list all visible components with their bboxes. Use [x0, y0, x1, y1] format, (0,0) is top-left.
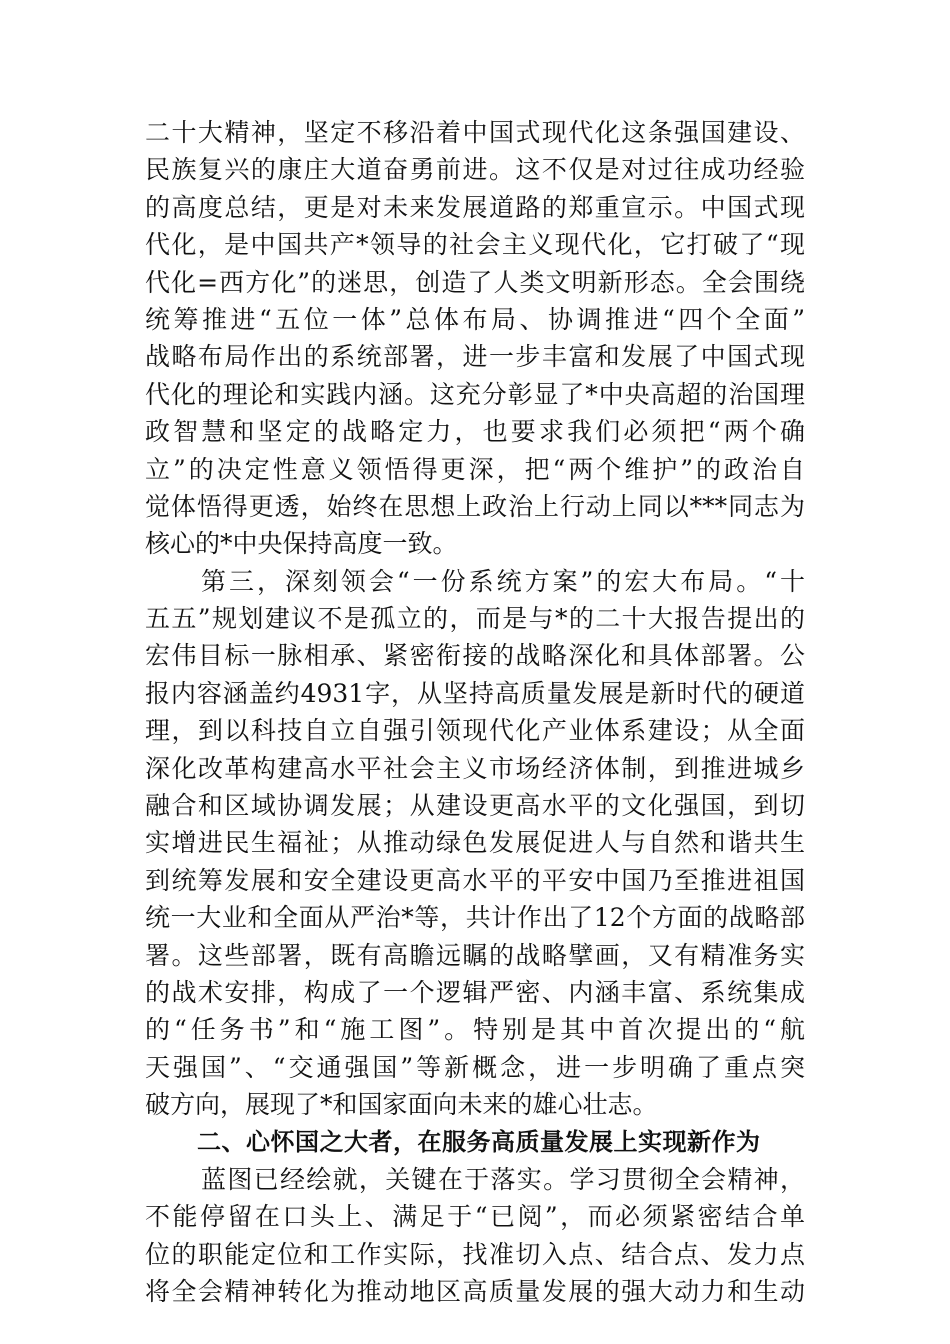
text-line: 二十大精神，坚定不移沿着中国式现代化这条强国建设、	[145, 118, 805, 147]
text-line: 署。这些部署，既有高瞻远瞩的战略擘画，又有精准务实	[145, 940, 805, 970]
text-line: 统筹推进“五位一体”总体布局、协调推进“四个全面”	[145, 304, 805, 334]
text-line: 位的职能定位和工作实际，找准切入点、结合点、发力点	[145, 1239, 805, 1269]
text-line: 立”的决定性意义领悟得更深，把“两个维护”的政治自	[145, 454, 805, 484]
paragraph-first-line: 蓝图已经绘就，关键在于落实。学习贯彻全会精神，	[201, 1164, 805, 1194]
text-line: 代化=西方化”的迷思，创造了人类文明新形态。全会围绕	[145, 267, 805, 297]
text-line: 核心的*中央保持高度一致。	[145, 529, 458, 559]
text-line: 理，到以科技自立自强引领现代化产业体系建设；从全面	[145, 716, 805, 746]
text-line: 战略布局作出的系统部署，进一步丰富和发展了中国式现	[145, 342, 805, 372]
text-line: 报内容涵盖约4931字，从坚持高质量发展是新时代的硬道	[145, 678, 805, 708]
text-line: 宏伟目标一脉相承、紧密衔接的战略深化和具体部署。公	[145, 641, 805, 671]
text-line: 将全会精神转化为推动地区高质量发展的强大动力和生动	[145, 1277, 805, 1307]
text-line: 深化改革构建高水平社会主义市场经济体制，到推进城乡	[145, 753, 805, 783]
text-line: 的“任务书”和“施工图”。特别是其中首次提出的“航	[145, 1015, 805, 1045]
text-line: 觉体悟得更透，始终在思想上政治上行动上同以***同志为	[145, 491, 805, 521]
text-line: 政智慧和坚定的战略定力，也要求我们必须把“两个确	[145, 417, 805, 447]
text-line: 代化的理论和实践内涵。这充分彰显了*中央高超的治国理	[145, 379, 805, 409]
text-line: 代化，是中国共产*领导的社会主义现代化，它打破了“现	[145, 230, 805, 260]
text-line: 到统筹发展和安全建设更高水平的平安中国乃至推进祖国	[145, 865, 805, 895]
text-line: 的高度总结，更是对未来发展道路的郑重宣示。中国式现	[145, 192, 805, 222]
text-line: 民族复兴的康庄大道奋勇前进。这不仅是对过往成功经验	[145, 155, 805, 185]
text-line: 不能停留在口头上、满足于“已阅”，而必须紧密结合单	[145, 1202, 805, 1232]
text-line: 破方向，展现了*和国家面向未来的雄心壮志。	[145, 1090, 658, 1120]
paragraph-first-line: 第三，深刻领会“一份系统方案”的宏大布局。“十	[201, 566, 805, 596]
document-body	[145, 114, 805, 1311]
section-heading: 二、心怀国之大者，在服务高质量发展上实现新作为	[197, 1127, 761, 1156]
text-line: 融合和区域协调发展；从建设更高水平的文化强国，到切	[145, 791, 805, 821]
text-line: 五五”规划建议不是孤立的，而是与*的二十大报告提出的	[145, 604, 805, 634]
text-line: 天强国”、“交通强国”等新概念，进一步明确了重点突	[145, 1052, 805, 1082]
text-line: 的战术安排，构成了一个逻辑严密、内涵丰富、系统集成	[145, 977, 805, 1007]
text-line: 实增进民生福祉；从推动绿色发展促进人与自然和谐共生	[145, 828, 805, 858]
text-line: 统一大业和全面从严治*等，共计作出了12个方面的战略部	[145, 903, 805, 933]
